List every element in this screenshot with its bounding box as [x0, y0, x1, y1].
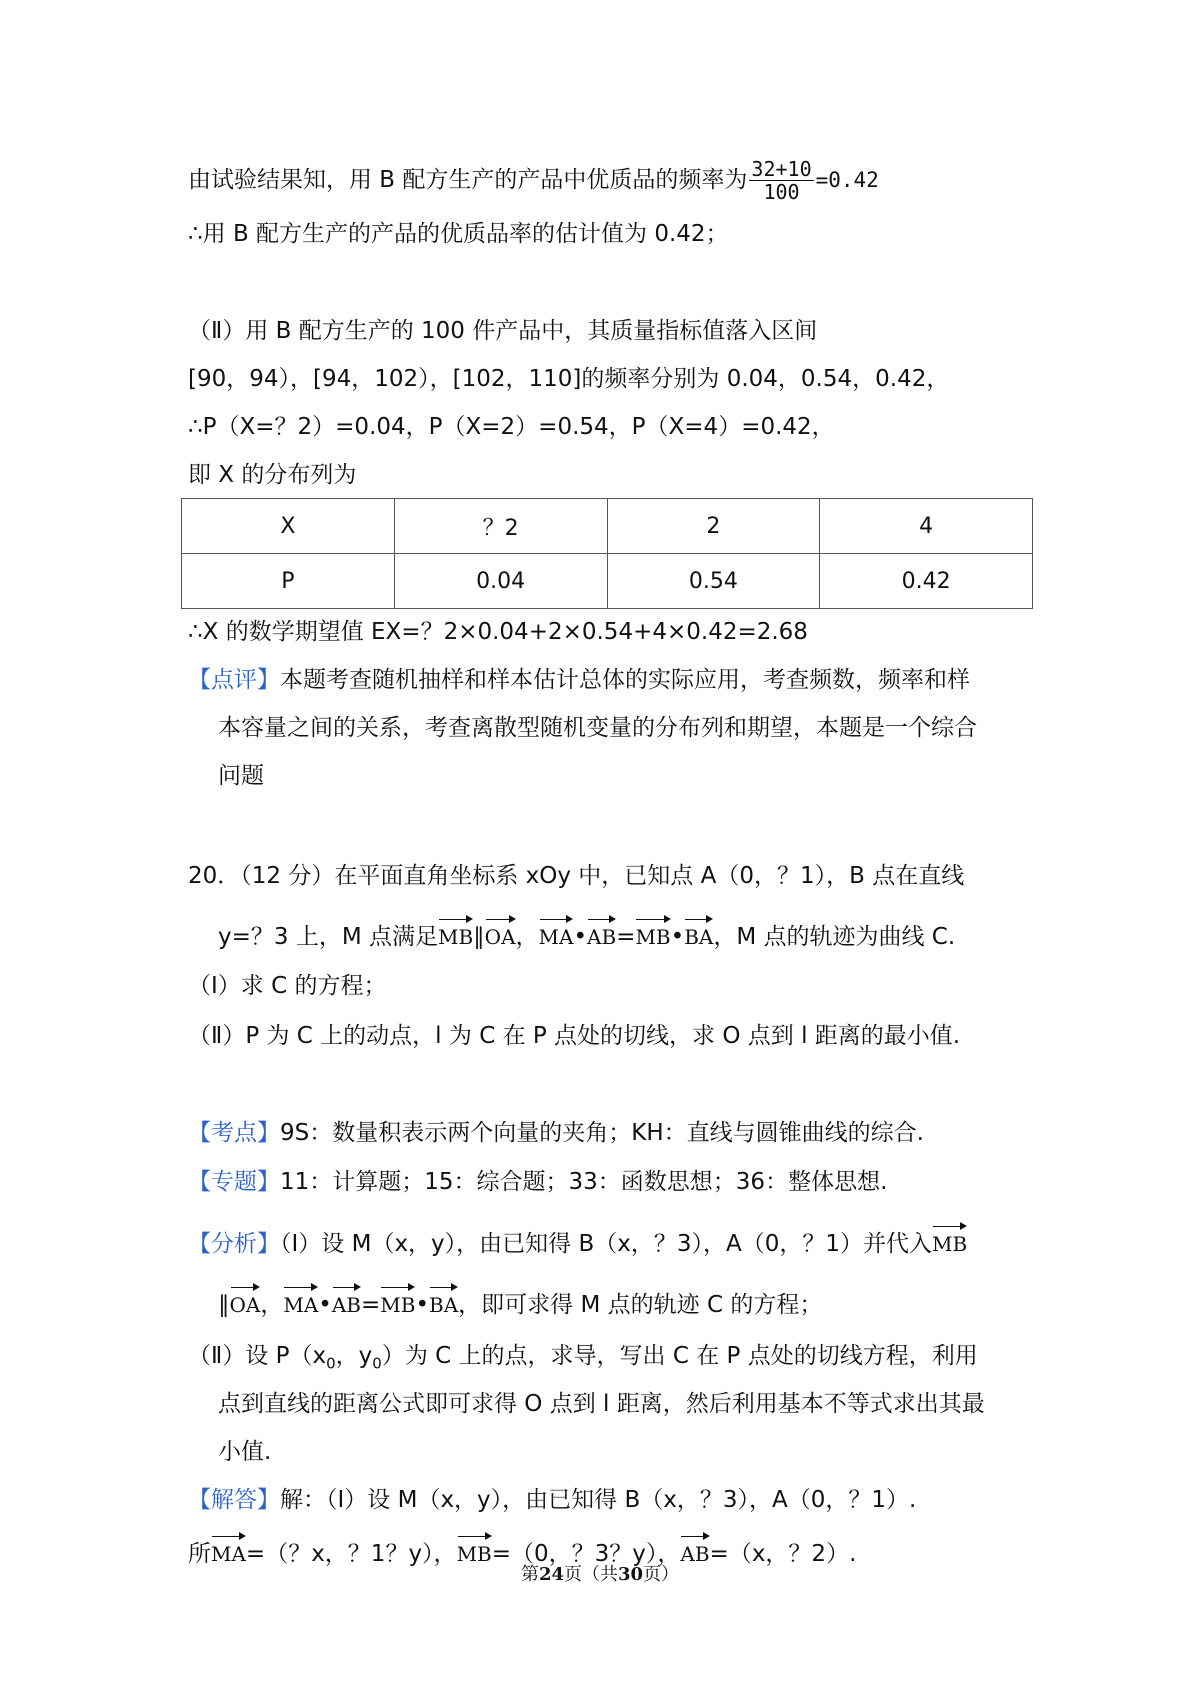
- vector-ab: AB: [587, 915, 616, 953]
- text-segment: ）为 C 上的点，求导，写出 C 在 P 点处的切线方程，利用: [381, 1343, 978, 1369]
- table-row: [182, 554, 1033, 609]
- vector-ab: AB: [332, 1283, 361, 1321]
- vector-ba: BA: [429, 1283, 458, 1321]
- table-cell: X: [182, 499, 395, 554]
- text-line: （Ⅱ）P 为 C 上的动点，l 为 C 在 P 点处的切线，求 O 点到 l 距离的最小值.: [188, 1023, 961, 1049]
- text-segment: 由试验结果知，用 B 配方生产的产品中优质品的频率为: [188, 167, 748, 193]
- vector-mb: MB: [457, 1532, 492, 1570]
- vector-mb: MB: [438, 915, 473, 953]
- text-segment: ，M 点的轨迹为曲线 C.: [713, 924, 956, 950]
- section-tag: 【解答】: [188, 1487, 280, 1513]
- text-line: [188, 158, 879, 203]
- text-line: [188, 1340, 978, 1380]
- footer-text: 页）: [643, 1564, 680, 1585]
- text-segment: （Ⅰ）设 M（x，y），由已知得 B（x，？3），A（0，？1）并代入: [280, 1231, 932, 1257]
- text-line: [188, 1484, 916, 1516]
- vector-ma: MA: [211, 1532, 246, 1570]
- vector-ma: MA: [539, 915, 574, 953]
- section-tag: 【分析】: [188, 1231, 280, 1257]
- fraction-numerator: 32+10: [751, 157, 812, 181]
- text-line: [188, 1222, 967, 1260]
- text-segment: •: [670, 924, 685, 950]
- subscript: 0: [326, 1354, 336, 1373]
- text-line: [188, 1117, 924, 1149]
- text-segment: 11：计算题；15：综合题；33：函数思想；36：整体思想.: [280, 1169, 888, 1195]
- text-segment: ，即可求得 M 点的轨迹 C 的方程；: [458, 1292, 823, 1318]
- table-cell: 0.42: [820, 554, 1033, 609]
- footer-text: 页（共: [564, 1564, 618, 1585]
- text-segment: ∥: [473, 924, 485, 950]
- text-line: （Ⅰ）求 C 的方程；: [188, 973, 387, 999]
- text-line: ∴P（X=？2）=0.04，P（X=2）=0.54，P（X=4）=0.42，: [188, 414, 835, 440]
- text-line: 点到直线的距离公式即可求得 O 点到 l 距离，然后利用基本不等式求出其最: [218, 1391, 985, 1417]
- text-line: 问题: [218, 763, 264, 789]
- text-segment: •: [573, 924, 588, 950]
- text-segment: y=？3 上，M 点满足: [218, 924, 438, 950]
- vector-oa: OA: [230, 1283, 261, 1321]
- text-line: ∴X 的数学期望值 EX=？2×0.04+2×0.54+4×0.42=2.68: [188, 619, 808, 645]
- text-segment: =（0，？3？y），: [491, 1541, 681, 1567]
- table-cell: 4: [820, 499, 1033, 554]
- total-pages: 30: [618, 1564, 644, 1585]
- text-segment: •: [415, 1292, 430, 1318]
- text-line: [218, 915, 955, 953]
- page-number: 24: [538, 1564, 564, 1585]
- vector-mb: MB: [380, 1283, 415, 1321]
- text-line: 即 X 的分布列为: [188, 462, 357, 488]
- text-line: 小值.: [218, 1439, 272, 1465]
- fraction-denominator: 100: [763, 180, 800, 204]
- text-segment: 本题考查随机抽样和样本估计总体的实际应用，考查频数，频率和样: [280, 667, 970, 693]
- text-segment: =0.42: [815, 168, 879, 192]
- text-line: [188, 664, 970, 696]
- text-segment: ，: [515, 924, 539, 950]
- text-segment: ，y: [335, 1343, 373, 1369]
- text-line: （Ⅱ）用 B 配方生产的 100 件产品中，其质量指标值落入区间: [188, 318, 818, 344]
- table-cell: 0.04: [394, 554, 607, 609]
- vector-ma: MA: [283, 1283, 318, 1321]
- question-title: 20．（12 分）在平面直角坐标系 xOy 中，已知点 A（0，？1），B 点在直线: [188, 863, 965, 889]
- vector-ab: AB: [680, 1532, 709, 1570]
- text-line: 本容量之间的关系，考查离散型随机变量的分布列和期望，本题是一个综合: [218, 715, 977, 741]
- page-footer: [0, 1560, 1200, 1586]
- footer-text: 第: [520, 1564, 539, 1585]
- text-segment: ∥: [218, 1292, 230, 1318]
- section-tag: 【点评】: [188, 667, 280, 693]
- section-tag: 【专题】: [188, 1169, 280, 1195]
- vector-mb: MB: [932, 1222, 967, 1260]
- section-tag: 【考点】: [188, 1120, 280, 1146]
- text-segment: 所: [188, 1541, 211, 1567]
- text-line: [90，94），[94，102），[102，110]的频率分别为 0.04，0.54，0.42，: [188, 366, 950, 392]
- text-line: [218, 1283, 822, 1321]
- vector-oa: OA: [485, 915, 516, 953]
- vector-mb: MB: [635, 915, 670, 953]
- fraction: [749, 158, 813, 203]
- table-cell: 2: [607, 499, 820, 554]
- subscript: 0: [372, 1354, 382, 1373]
- text-segment: =（？x，？1？y），: [245, 1541, 457, 1567]
- text-segment: ，: [260, 1292, 284, 1318]
- text-segment: 解：（Ⅰ）设 M（x，y），由已知得 B（x，？3），A（0，？1）.: [280, 1487, 917, 1513]
- text-line: ∴用 B 配方生产的产品的优质品率的估计值为 0.42；: [188, 221, 729, 247]
- table-row: [182, 499, 1033, 554]
- text-segment: =（x，？2）.: [709, 1541, 857, 1567]
- vector-ba: BA: [684, 915, 713, 953]
- text-segment: 9S：数量积表示两个向量的夹角；KH：直线与圆锥曲线的综合.: [280, 1120, 924, 1146]
- text-line: [188, 1166, 887, 1198]
- distribution-table: [181, 498, 1033, 609]
- text-segment: =: [616, 924, 636, 950]
- table-cell: P: [182, 554, 395, 609]
- text-segment: （Ⅱ）设 P（x: [188, 1343, 327, 1369]
- text-segment: =: [360, 1292, 381, 1318]
- table-cell: ？2: [394, 499, 607, 554]
- table-cell: 0.54: [607, 554, 820, 609]
- text-segment: •: [318, 1292, 332, 1318]
